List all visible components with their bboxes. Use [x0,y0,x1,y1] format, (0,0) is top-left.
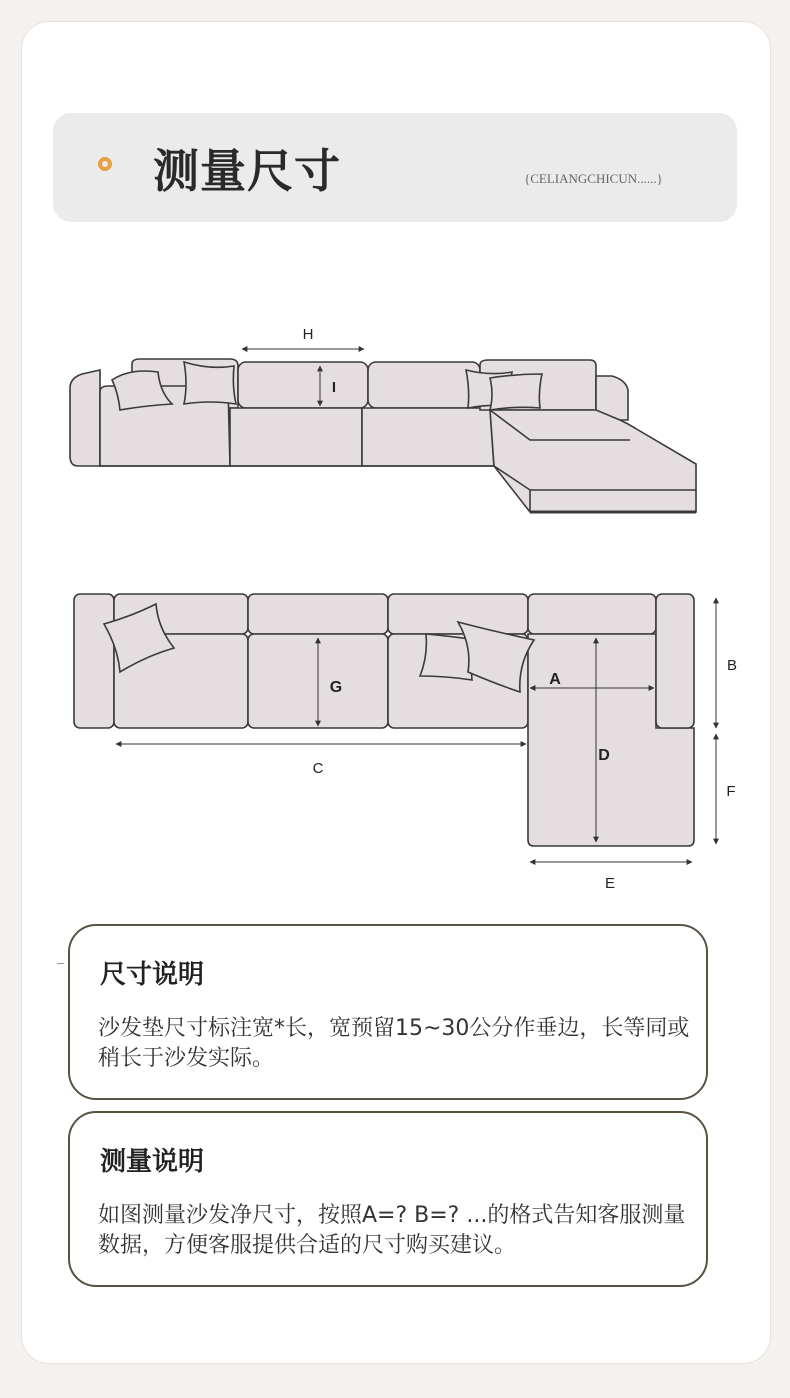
sofa-perspective-view [70,359,696,512]
measure-note-box [68,1111,708,1287]
measure-note-heading: 测量说明 [100,1147,205,1177]
size-note-heading: 尺寸说明 [100,960,205,990]
measure-note-body: 如图测量沙发净尺寸，按照A=? B=? ...的格式告知客服测量数据，方便客服提供合适的尺寸购买建议。 [98,1203,686,1258]
size-note-body: 沙发垫尺寸标注宽*长，宽预留15~30公分作垂边，长等同或稍长于沙发实际。 [98,1016,690,1071]
label-f: F [726,783,736,800]
label-h: H [302,326,314,343]
page-title: 测量尺寸 [153,144,341,198]
size-note-box [68,924,708,1100]
label-i: I [331,379,337,396]
label-c: C [312,760,324,777]
divider-mark [57,963,64,964]
label-b: B [726,657,738,674]
label-g: G [329,679,343,696]
sofa-top-view [74,594,694,846]
page-subtitle: {CELIANGCHICUN......} [524,171,663,186]
label-a: A [549,671,561,688]
label-e: E [604,875,616,892]
label-d: D [598,747,610,764]
